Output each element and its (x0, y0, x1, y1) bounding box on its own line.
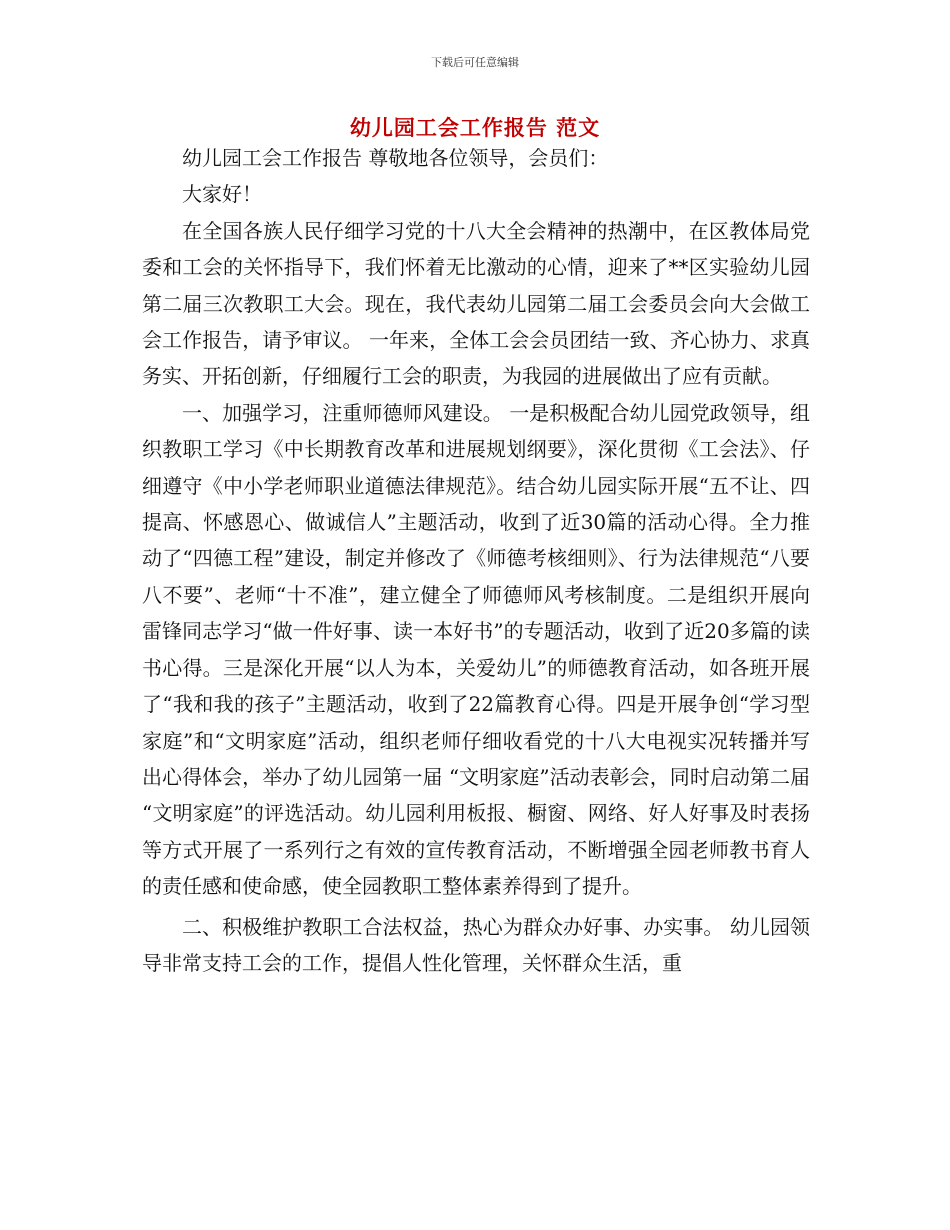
paragraph-section-1: 一、加强学习，注重师德师风建设。 一是积极配合幼儿园党政领导，组织教职工学习《中长期教育改革和进展规划纲要》，深化贯彻《工会法》、仔细遵守《中小学老师职业道德法律规范》。结合幼儿园实际开展“五不让、四提高、怀感恩心、做诚信人”主题活动，收到了近30篇的活动心得。全力推动了“四德工程”建设，制定并修改了《师德考核细则》、行为法律规范“八要八不要”、老师“十不准”，建立健全了师德师风考核制度。二是组织开展向雷锋同志学习“做一件好事、读一本好书”的专题活动，收到了近20多篇的读书心得。三是深化开展“以人为本，关爱幼儿”的师德教育活动，如各班开展了“我和我的孩子”主题活动，收到了22篇教育心得。四是开展争创“学习型家庭”和“文明家庭”活动，组织老师仔细收看党的十八大电视实况转播并写出心得体会，举办了幼儿园第一届 “文明家庭”活动表彰会，同时启动第二届 “文明家庭”的评选活动。幼儿园利用板报、橱窗、网络、好人好事及时表扬等方式开展了一系列行之有效的宣传教育活动，不断增强全园老师教书育人的责任感和使命感，使全园教职工整体素养得到了提升。 (142, 400, 810, 899)
header-note: 下载后可任意编辑 (431, 56, 519, 69)
paragraph-hello: 大家好！ (182, 182, 262, 207)
paragraph-intro: 在全国各族人民仔细学习党的十八大全会精神的热潮中，在区教体局党委和工会的关怀指导下，我们怀着无比激动的心情，迎来了**区实验幼儿园第二届三次教职工大会。现在，我代表幼儿园第二届工会委员会向大会做工会工作报告，请予审议。 一年来，全体工会会员团结一致、齐心协力、求真务实、开拓创新，仔细履行工会的职责，为我园的进展做出了应有贡献。 (142, 218, 810, 389)
paragraph-greeting: 幼儿园工会工作报告 尊敬地各位领导，会员们： (182, 146, 609, 170)
document-title: 幼儿园工会工作报告 范文 (349, 115, 601, 140)
document-body (142, 140, 810, 981)
paragraph-section-2: 二、积极维护教职工合法权益，热心为群众办好事、办实事。 幼儿园领导非常支持工会的工作，提倡人性化管理，关怀群众生活，重 (142, 914, 810, 975)
